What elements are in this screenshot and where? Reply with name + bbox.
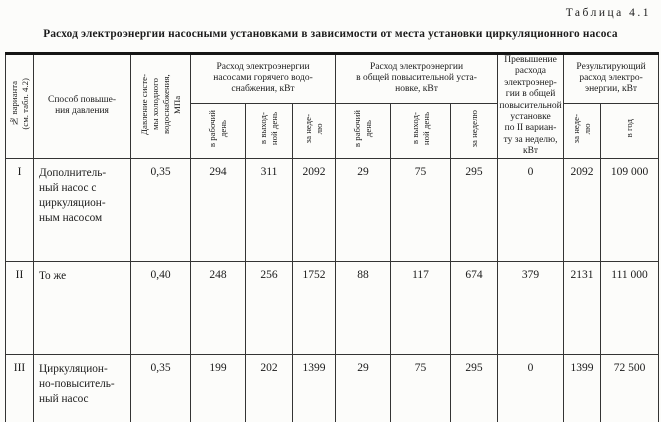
header-method <box>34 54 131 159</box>
cell-hot-workday: 199 <box>191 354 246 422</box>
subheader-boost-week-label: за неделю <box>468 109 479 148</box>
data-table <box>5 52 659 422</box>
header-pressure-label: Давление систе- мы холодного водоснабжения, МПа <box>138 73 182 135</box>
cell-pressure: 0,35 <box>131 158 191 261</box>
subheader-boost-weekend <box>391 103 451 158</box>
cell-result-year: 109 000 <box>601 158 659 261</box>
subheader-result-week <box>564 103 601 158</box>
cell-hot-workday: 248 <box>191 261 246 354</box>
cell-hot-weekend: 256 <box>246 261 293 354</box>
subheader-hot-workday-label: в рабочий день <box>207 109 228 147</box>
table-caption: Расход электроэнергии насосными установками в зависимости от места установки циркуляционного насоса <box>43 28 618 40</box>
header-group-boost-unit: Расход электроэнергии в общей повысительной уста- новке, кВт <box>336 54 498 104</box>
header-group-hot-water: Расход электроэнергии насосами горячего водо- снабжения, кВт <box>191 54 336 104</box>
cell-hot-week: 2092 <box>293 158 336 261</box>
cell-hot-week: 1752 <box>293 261 336 354</box>
subheader-result-year-label: в год <box>624 119 635 138</box>
cell-boost-workday: 29 <box>336 158 391 261</box>
cell-excess: 0 <box>498 158 564 261</box>
header-method-label: Способ повыше- ния давления <box>48 94 116 117</box>
cell-boost-week: 295 <box>451 354 498 422</box>
cell-hot-weekend: 311 <box>246 158 293 261</box>
cell-method: То же <box>34 261 131 354</box>
cell-variant: II <box>6 261 34 354</box>
cell-excess: 0 <box>498 354 564 422</box>
cell-method: Циркуляцион- но-повыситель- ный насос <box>34 354 131 422</box>
cell-hot-weekend: 202 <box>246 354 293 422</box>
subheader-hot-weekend <box>246 103 293 158</box>
cell-method: Дополнитель- ный насос с циркуляцион- ным насосом <box>34 158 131 261</box>
cell-boost-weekend: 75 <box>391 158 451 261</box>
cell-result-week: 1399 <box>564 354 601 422</box>
subheader-boost-workday-label: в рабочий день <box>352 109 374 147</box>
subheader-result-week-label: за неде- лю <box>571 113 593 144</box>
subheader-result-year <box>601 103 659 158</box>
cell-boost-week: 674 <box>451 261 498 354</box>
header-variant-label: № варианта (см. табл. 4.2) <box>8 78 30 130</box>
subheader-boost-week <box>451 103 498 158</box>
cell-result-year: 72 500 <box>601 354 659 422</box>
subheader-boost-workday <box>336 103 391 158</box>
subheader-hot-workday <box>191 103 246 158</box>
table-number-label: Таблица 4.1 <box>565 7 651 19</box>
header-pressure <box>131 54 191 159</box>
header-group-resulting: Результирующий расход электро- энергии, кВт <box>564 54 659 104</box>
cell-boost-workday: 29 <box>336 354 391 422</box>
table-header <box>6 54 659 159</box>
table-row-variant-3 <box>6 354 659 422</box>
subheader-boost-weekend-label: в выход- ной день <box>409 111 431 145</box>
subheader-hot-weekend-label: в выход- ной день <box>258 111 279 145</box>
cell-result-week: 2092 <box>564 158 601 261</box>
subheader-hot-week <box>293 103 336 158</box>
header-excess: Превышение расхода электроэнер- гии в общей повысительной установке по II вариан- ту за неделю, кВт <box>499 55 562 157</box>
table-row-variant-1 <box>6 158 659 261</box>
subheader-hot-week-label: за неде- лю <box>303 113 325 144</box>
cell-pressure: 0,35 <box>131 354 191 422</box>
cell-pressure: 0,40 <box>131 261 191 354</box>
cell-variant: III <box>6 354 34 422</box>
cell-result-week: 2131 <box>564 261 601 354</box>
table-body <box>6 158 659 422</box>
cell-boost-week: 295 <box>451 158 498 261</box>
header-row-groups <box>6 54 659 104</box>
cell-boost-weekend: 75 <box>391 354 451 422</box>
cell-boost-weekend: 117 <box>391 261 451 354</box>
cell-result-year: 111 000 <box>601 261 659 354</box>
cell-variant: I <box>6 158 34 261</box>
cell-hot-week: 1399 <box>293 354 336 422</box>
cell-excess: 379 <box>498 261 564 354</box>
table-row-variant-2 <box>6 261 659 354</box>
cell-hot-workday: 294 <box>191 158 246 261</box>
cell-boost-workday: 88 <box>336 261 391 354</box>
header-variant <box>6 54 34 159</box>
